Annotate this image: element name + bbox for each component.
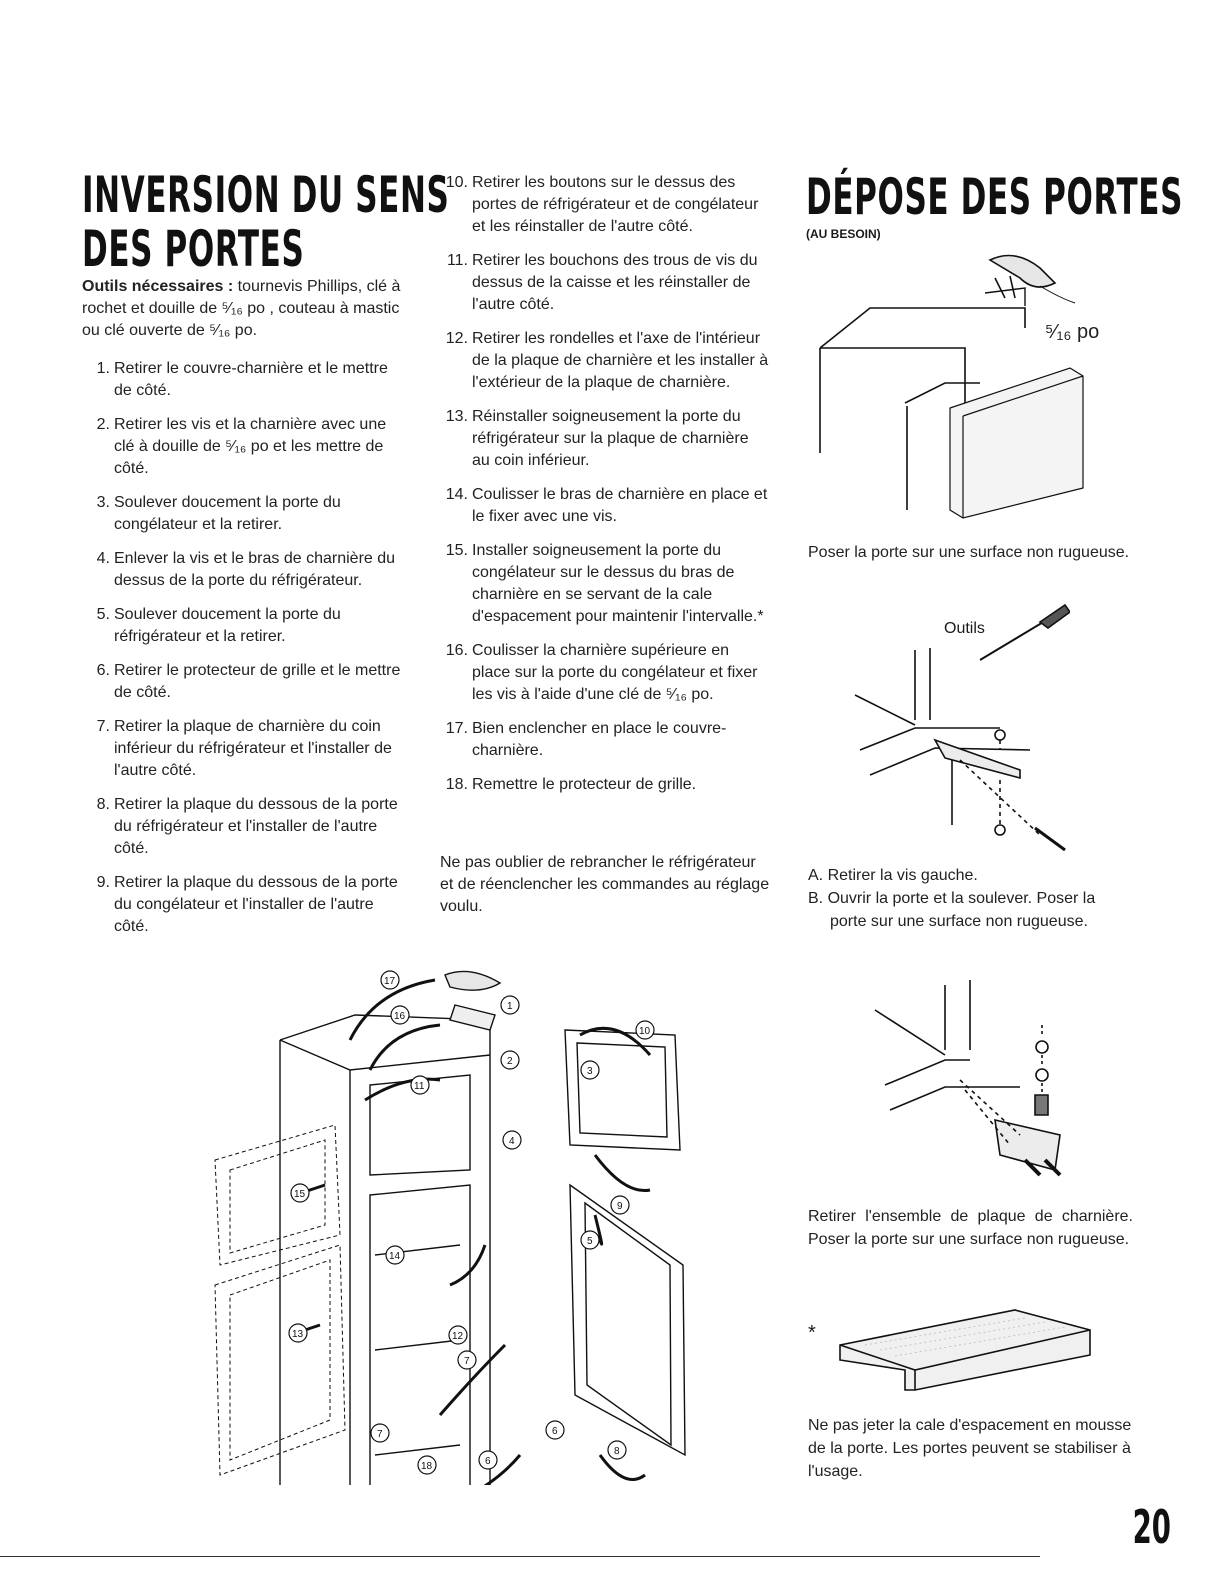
callout-label: 6 bbox=[485, 1456, 491, 1467]
asterisk-mark: * bbox=[808, 1322, 816, 1344]
step-number: 3. bbox=[96, 494, 110, 511]
foam-spacer-illustration bbox=[835, 1300, 1100, 1400]
middle-steps-list bbox=[440, 172, 770, 808]
step-text: Retirer les rondelles et l'axe de l'intérieur de la plaque de charnière et les installer à l'extérieur de la plaque de charnière. bbox=[472, 330, 769, 391]
door-removal-illustration bbox=[815, 248, 1135, 528]
caption-surface: Poser la porte sur une surface non rugueuse. bbox=[808, 544, 1130, 561]
callout-label: 8 bbox=[614, 1446, 620, 1457]
left-title-line1: INVERSION DU SENS bbox=[82, 166, 450, 224]
callout-12 bbox=[449, 1326, 467, 1344]
bottom-rule bbox=[0, 1556, 1040, 1557]
step-number: 6. bbox=[96, 662, 110, 679]
hinge-plate-figure bbox=[870, 975, 1090, 1195]
list-item bbox=[82, 794, 407, 860]
step-text: Soulever doucement la porte du congélateur et la retirer. bbox=[114, 494, 341, 533]
right-title: DÉPOSE DES PORTES bbox=[806, 168, 1184, 226]
callout-14 bbox=[386, 1246, 404, 1264]
callout-17 bbox=[381, 971, 399, 989]
list-item bbox=[440, 774, 770, 796]
caption-spacer: Ne pas jeter la cale d'espacement en mousse de la porte. Les portes peuvent se stabiliser à l'usage. bbox=[808, 1417, 1132, 1480]
tools-text: tournevis Phillips, clé à rochet et douille de ⁵⁄₁₆ po , couteau à mastic ou clé ouverte de ⁵⁄₁₆ po. bbox=[82, 278, 401, 339]
callout-8 bbox=[608, 1441, 626, 1459]
step-number: 5. bbox=[96, 606, 110, 623]
callout-label: 11 bbox=[414, 1081, 425, 1092]
callout-label: 15 bbox=[294, 1189, 306, 1200]
step-text: Retirer la plaque du dessous de la porte du congélateur et l'installer de l'autre côté. bbox=[114, 874, 398, 935]
callout-label: 16 bbox=[394, 1011, 406, 1022]
step-text: Soulever doucement la porte du réfrigérateur et la retirer. bbox=[114, 606, 341, 645]
callout-label: 17 bbox=[384, 976, 396, 987]
step-number: 11. bbox=[446, 252, 468, 269]
callout-10 bbox=[636, 1021, 654, 1039]
list-item bbox=[82, 358, 407, 402]
callout-6b bbox=[479, 1451, 497, 1469]
callout-label: 4 bbox=[509, 1136, 515, 1147]
callout-label: 6 bbox=[552, 1426, 558, 1437]
list-item bbox=[440, 640, 770, 706]
step-number: 1. bbox=[96, 360, 110, 377]
exploded-refrigerator-illustration bbox=[205, 955, 705, 1485]
list-item bbox=[440, 718, 770, 762]
list-item bbox=[440, 484, 770, 528]
step-number: 2. bbox=[96, 416, 110, 433]
callout-label: 10 bbox=[639, 1026, 651, 1037]
caption-b: B. Ouvrir la porte et la soulever. Poser la porte sur une surface non rugueuse. bbox=[808, 890, 1096, 930]
callout-7b bbox=[371, 1424, 389, 1442]
callout-11 bbox=[411, 1076, 429, 1094]
caption-a: A. Retirer la vis gauche. bbox=[808, 867, 978, 884]
step-number: 16. bbox=[445, 642, 468, 659]
list-item bbox=[440, 250, 770, 316]
step-text: Retirer les vis et la charnière avec une clé à douille de ⁵⁄₁₆ po et les mettre de côté. bbox=[114, 416, 387, 477]
list-item bbox=[440, 406, 770, 472]
list-item bbox=[82, 414, 407, 480]
callout-label: 1 bbox=[507, 1001, 513, 1012]
spacer-figure bbox=[835, 1300, 1100, 1400]
callout-16 bbox=[391, 1006, 409, 1024]
callout-13 bbox=[289, 1324, 307, 1342]
list-item bbox=[82, 716, 407, 782]
step-number: 15. bbox=[445, 542, 468, 559]
tools-label: Outils bbox=[944, 620, 985, 637]
callout-3 bbox=[581, 1061, 599, 1079]
callout-label: 7 bbox=[377, 1429, 383, 1440]
list-item bbox=[440, 172, 770, 238]
callout-label: 14 bbox=[389, 1251, 401, 1262]
left-title-line2: DES PORTES bbox=[82, 220, 305, 278]
list-item bbox=[440, 540, 770, 628]
callout-7a bbox=[458, 1351, 476, 1369]
callout-9 bbox=[611, 1196, 629, 1214]
caption-hinge-plate: Retirer l'ensemble de plaque de charnière. Poser la porte sur une surface non rugueuse. bbox=[808, 1208, 1133, 1248]
left-steps-list bbox=[82, 358, 407, 950]
step-text: Retirer les bouchons des trous de vis du dessus de la caisse et les réinstaller de l'autre côté. bbox=[472, 252, 758, 313]
callout-4 bbox=[503, 1131, 521, 1149]
left-title bbox=[82, 168, 462, 276]
callout-5 bbox=[581, 1231, 599, 1249]
hinge-plate-illustration bbox=[870, 975, 1090, 1195]
callout-label: 7 bbox=[464, 1356, 470, 1367]
page-number: 20 bbox=[1132, 1500, 1171, 1554]
step-text: Retirer la plaque de charnière du coin inférieur du réfrigérateur et l'installer de l'autre côté. bbox=[114, 718, 392, 779]
tools-label: Outils nécessaires : bbox=[82, 278, 234, 295]
callout-label: 9 bbox=[617, 1201, 623, 1212]
step-number: 17. bbox=[445, 720, 468, 737]
hinge-screw-illustration bbox=[840, 600, 1070, 870]
step-number: 10. bbox=[445, 174, 468, 191]
callout-label: 2 bbox=[507, 1056, 513, 1067]
step-text: Bien enclencher en place le couvre-charnière. bbox=[472, 720, 727, 759]
door-removal-figure bbox=[815, 248, 1135, 528]
wrench-size-label: ⁵⁄₁₆ po bbox=[1045, 321, 1100, 343]
step-number: 8. bbox=[96, 796, 110, 813]
step-number: 12. bbox=[445, 330, 468, 347]
callout-label: 18 bbox=[421, 1461, 433, 1472]
list-item bbox=[82, 872, 407, 938]
step-number: 7. bbox=[96, 718, 110, 735]
step-text: Retirer le couvre-charnière et le mettre de côté. bbox=[114, 360, 388, 399]
list-item bbox=[82, 548, 407, 592]
list-item bbox=[82, 492, 407, 536]
step-text: Réinstaller soigneusement la porte du réfrigérateur sur la plaque de charnière au coin inférieur. bbox=[472, 408, 749, 469]
callout-label: 5 bbox=[587, 1236, 593, 1247]
callout-1 bbox=[501, 996, 519, 1014]
step-text: Retirer la plaque du dessous de la porte du réfrigérateur et l'installer de l'autre côté. bbox=[114, 796, 398, 857]
step-text: Enlever la vis et le bras de charnière du dessus de la porte du réfrigérateur. bbox=[114, 550, 396, 589]
step-text: Installer soigneusement la porte du congélateur sur le dessus du bras de charnière en se servant de la cale d'espacement pour maintenir l'intervalle.* bbox=[472, 542, 764, 625]
callout-label: 13 bbox=[292, 1329, 304, 1340]
hinge-screw-figure bbox=[840, 600, 1070, 870]
list-item bbox=[440, 328, 770, 394]
callout-6a bbox=[546, 1421, 564, 1439]
callout-label: 3 bbox=[587, 1066, 593, 1077]
step-text: Retirer les boutons sur le dessus des portes de réfrigérateur et de congélateur et les réinstaller de l'autre côté. bbox=[472, 174, 759, 235]
step-number: 9. bbox=[96, 874, 110, 891]
step-number: 14. bbox=[445, 486, 468, 503]
list-item bbox=[82, 660, 407, 704]
callout-label: 12 bbox=[452, 1331, 464, 1342]
closing-note: Ne pas oublier de rebrancher le réfrigérateur et de réenclencher les commandes au réglage voulu. bbox=[440, 854, 770, 915]
callout-2 bbox=[501, 1051, 519, 1069]
step-number: 13. bbox=[445, 408, 468, 425]
step-text: Coulisser le bras de charnière en place et le fixer avec une vis. bbox=[472, 486, 768, 525]
step-number: 18. bbox=[445, 776, 468, 793]
tools-paragraph bbox=[82, 276, 407, 342]
step-number: 4. bbox=[96, 550, 110, 567]
list-item bbox=[82, 604, 407, 648]
callout-18 bbox=[418, 1456, 436, 1474]
door-reversal-diagram bbox=[205, 955, 705, 1485]
step-text: Remettre le protecteur de grille. bbox=[472, 776, 697, 793]
callout-15 bbox=[291, 1184, 309, 1202]
step-text: Retirer le protecteur de grille et le mettre de côté. bbox=[114, 662, 401, 701]
right-subtitle: (AU BESOIN) bbox=[806, 227, 881, 241]
step-text: Coulisser la charnière supérieure en place sur la porte du congélateur et fixer les vis à l'aide d'une clé de ⁵⁄₁₆ po. bbox=[472, 642, 758, 703]
